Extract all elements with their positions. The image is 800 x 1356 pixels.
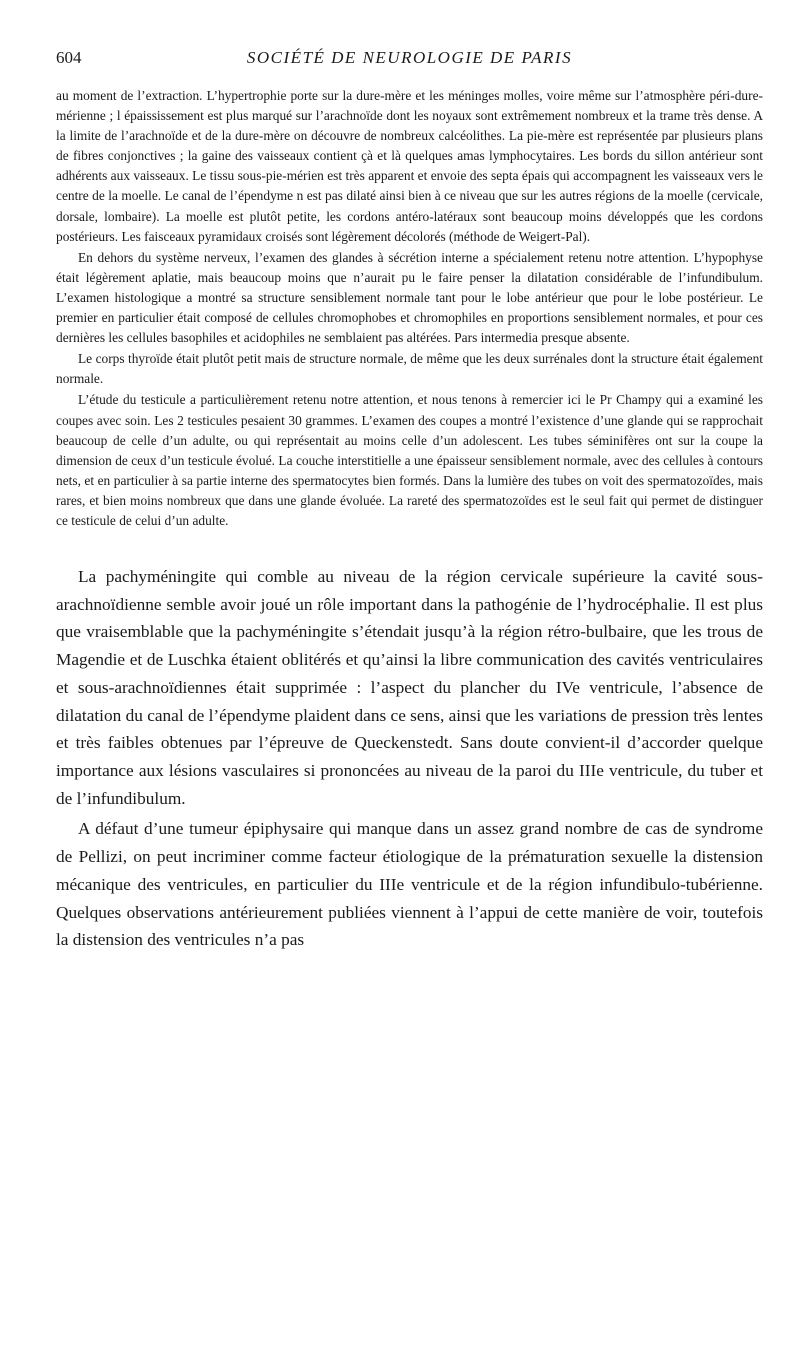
paragraph-meninges-histology: au moment de l’extraction. L’hypertrophie porte sur la dure-mère et les méninges molles, voire même sur l’atmosphère péri-dure-mérienne ; l épaississement est plus marqué sur l’arachnoïde dont les noyaux sont extrêmement nombreux et la trame très dense. A la limite de l’arachnoïde et de la dure-mère on découvre de nombreux calcéolithes. La pie-mère est représentée par plusieurs plans de fibres conjonctives ; la gaine des vaisseaux contient çà et là quelques amas lymphocytaires. Les bords du sillon antérieur sont adhérents aux vaisseaux. Le tissu sous-pie-mérien est très apparent et envoie des septa épais qui accompagnent les vaisseaux vers le centre de la moelle. Le canal de l’épendyme n est pas dilaté ainsi bien à ce niveau que sur les autres régions de la moelle (cervicale, dorsale, lombaire). La moelle est plutôt petite, les cordons antéro-latéraux sont beaucoup moins développés que les cordons postérieurs. Les faisceaux pyramidaux croisés sont légèrement décolorés (méthode de Weigert-Pal). xyxy=(56,88,763,244)
paragraph-endocrine-glands: En dehors du système nerveux, l’examen des glandes à sécrétion interne a spécialement retenu notre attention. L’hypophyse était légèrement aplatie, mais beaucoup moins que n’aurait pu le faire penser la dilatation considérable de l’infundibulum. L’examen histologique a montré sa structure sensiblement normale tant pour le lobe antérieur que pour le lobe postérieur. Le premier en particulier était composé de cellules chromophobes et chromophiles en proportions sensiblement normales, et pour ces dernières les cellules basophiles et acidophiles ne semblaient pas altérées. Pars intermedia presque absente. xyxy=(56,249,763,346)
document-page xyxy=(56,48,763,954)
discussion-main-text xyxy=(56,563,763,954)
page-number: 604 xyxy=(56,48,82,67)
paragraph-pachymeningitis: La pachyméningite qui comble au niveau de la région cervicale supérieure la cavité sous-arachnoïdienne semble avoir joué un rôle important dans la pathogénie de l’hydrocéphalie. Il est plus que vraisemblable que la pachyméningite s’étendait jusqu’à la région rétro-bulbaire, que les trous de Magendie et de Luschka étaient oblitérés et qu’ainsi la libre communication des cavités ventriculaires et sous-arachnoïdiennes était supprimée : l’aspect du plancher du IVe ventricule, l’absence de dilatation du canal de l’épendyme plaident dans ce sens, ainsi que les variations de pression très lentes et très faibles obtenues par l’épreuve de Queckenstedt. Sans doute convient-il d’accorder quelque importance aux lésions vasculaires si prononcées au niveau de la paroi du IIIe ventricule, du tuber et de l’infundibulum. xyxy=(56,567,763,808)
case-report-small-print xyxy=(56,86,763,531)
paragraph-thyroid-adrenals: Le corps thyroïde était plutôt petit mais de structure normale, de même que les deux surrénales dont la structure était également normale. xyxy=(56,351,763,387)
running-head xyxy=(56,48,763,74)
paragraph-pellizi-syndrome: A défaut d’une tumeur épiphysaire qui manque dans un assez grand nombre de cas de syndrome de Pellizi, on peut incriminer comme facteur étiologique de la prématuration sexuelle la distension mécanique des ventricules, en particulier du IIIe ventricule et de la région infundibulo-tubérienne. Quelques observations antérieurement publiées viennent à l’appui de cette manière de voir, toutefois la distension des ventricules n’a pas xyxy=(56,819,763,950)
paragraph-testicle-study: L’étude du testicule a particulièrement retenu notre attention, et nous tenons à remercier ici le Pr Champy qui a examiné les coupes avec soin. Les 2 testicules pesaient 30 grammes. L’examen des coupes a montré l’existence d’une glande qui se rapprochait beaucoup de celle d’un adulte, ou qui représentait au moins celle d’un adolescent. Les tubes séminifères ont sur la coupe la dimension de ceux d’un testicule évolué. La couche interstitielle a une épaisseur sensiblement normale, avec des cellules à contours nets, et en particulier à sa partie interne des spermatocytes bien formés. Dans la lumière des tubes on voit des spermatozoïdes, mais rares, et bien moins nombreux que dans une glande évoluée. La rareté des spermatozoïdes est le seul fait qui permet de distinguer ce testicule de celui d’un adulte. xyxy=(56,392,763,528)
running-title: SOCIÉTÉ DE NEUROLOGIE DE PARIS xyxy=(246,48,573,67)
